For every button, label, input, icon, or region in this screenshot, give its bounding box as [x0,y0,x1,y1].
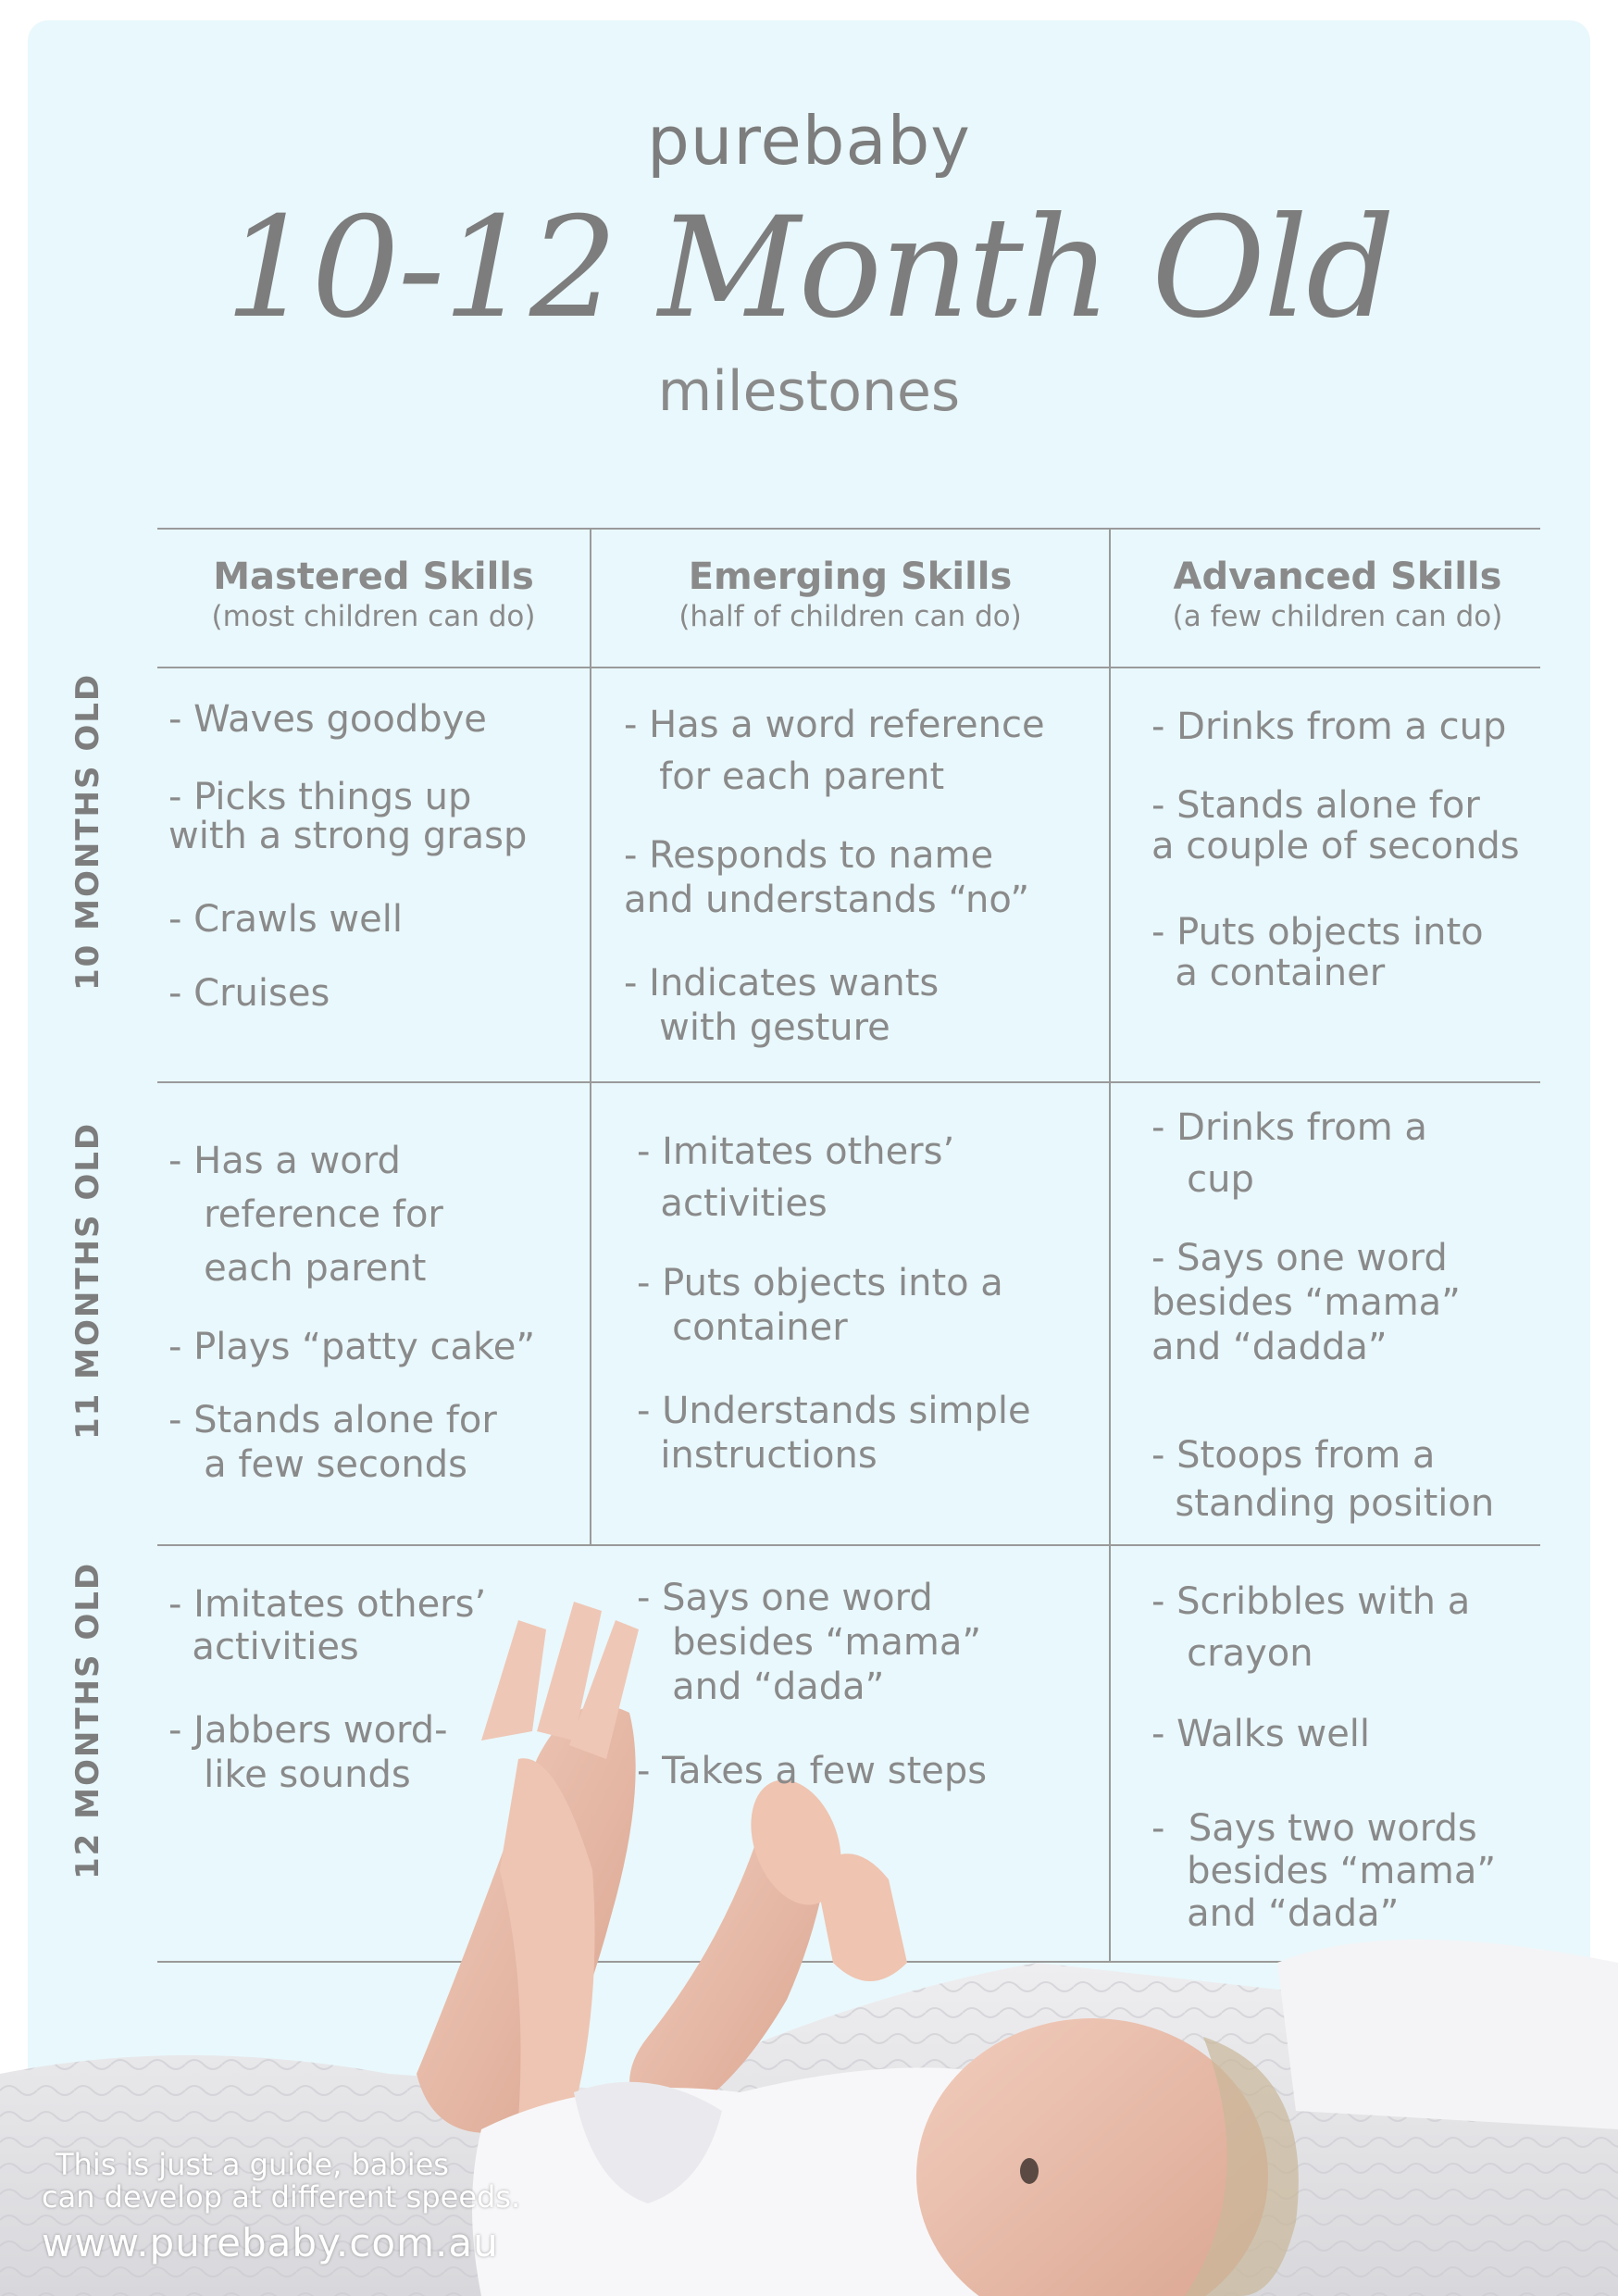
column-note: (half of children can do) [678,600,1022,633]
column-divider-1 [590,528,591,1546]
list-item: - Puts objects into a container [1151,911,1484,994]
column-heading: Advanced Skills [1173,555,1502,598]
disclaimer-line-1: This is just a guide, babies [56,2147,449,2182]
disclaimer-line-2: can develop at different speeds. [42,2179,521,2215]
header-rule [157,667,1540,668]
list-item: - Crawls well [168,898,403,941]
column-note: (most children can do) [211,600,536,633]
list-item: - Stands alone for a couple of seconds [1151,784,1520,867]
row-rule-1 [157,1081,1540,1083]
list-item: - Has a word reference for each parent [168,1140,443,1290]
list-item: - Puts objects into a container [637,1262,1003,1349]
list-item: - Stoops from a standing position [1151,1434,1495,1525]
list-item: - Drinks from a cup [1151,1106,1427,1201]
website-link[interactable]: www.purebaby.com.au [42,2220,499,2265]
list-item: - Cruises [168,972,330,1015]
list-item: - Takes a few steps [637,1750,988,1792]
list-item: - Says one word besides “mama” and “dadda” [1151,1237,1461,1368]
column-heading: Mastered Skills [213,555,534,598]
list-item: - Walks well [1151,1713,1371,1755]
list-item: - Imitates others’ activities [637,1130,955,1225]
list-item: - Indicates wants with gesture [624,962,940,1049]
list-item: - Drinks from a cup [1151,705,1507,748]
table-top-rule [157,528,1540,530]
list-item: - Has a word reference for each parent [624,704,1045,798]
list-item: - Says two words besides “mama” and “dada” [1151,1807,1497,1935]
brand-logo: purebaby [647,102,971,180]
list-item: - Responds to name and understands “no” [624,834,1030,921]
row-label-11-months: 11 MONTHS OLD [69,1121,106,1440]
list-item: - Scribbles with a crayon [1151,1580,1471,1675]
list-item: - Picks things up with a strong grasp [168,776,528,857]
list-item: - Says one word besides “mama” and “dada” [637,1577,982,1708]
column-header-emerging [591,555,1109,633]
column-heading: Emerging Skills [688,555,1013,598]
page-subtitle: milestones [657,359,961,424]
list-item: - Waves goodbye [168,698,487,741]
column-header-mastered [157,555,590,633]
list-item: - Understands simple instructions [637,1390,1031,1477]
row-label-10-months: 10 MONTHS OLD [69,672,106,991]
column-note: (a few children can do) [1172,600,1503,633]
list-item: - Stands alone for a few seconds [168,1399,497,1486]
list-item: - Plays “patty cake” [168,1326,536,1368]
row-label-12-months: 12 MONTHS OLD [69,1561,106,1879]
list-item: - Imitates others’ activities [168,1583,487,1668]
page-title: 10-12 Month Old [224,188,1394,349]
column-header-advanced [1111,555,1564,633]
list-item: - Jabbers word- like sounds [168,1709,448,1796]
